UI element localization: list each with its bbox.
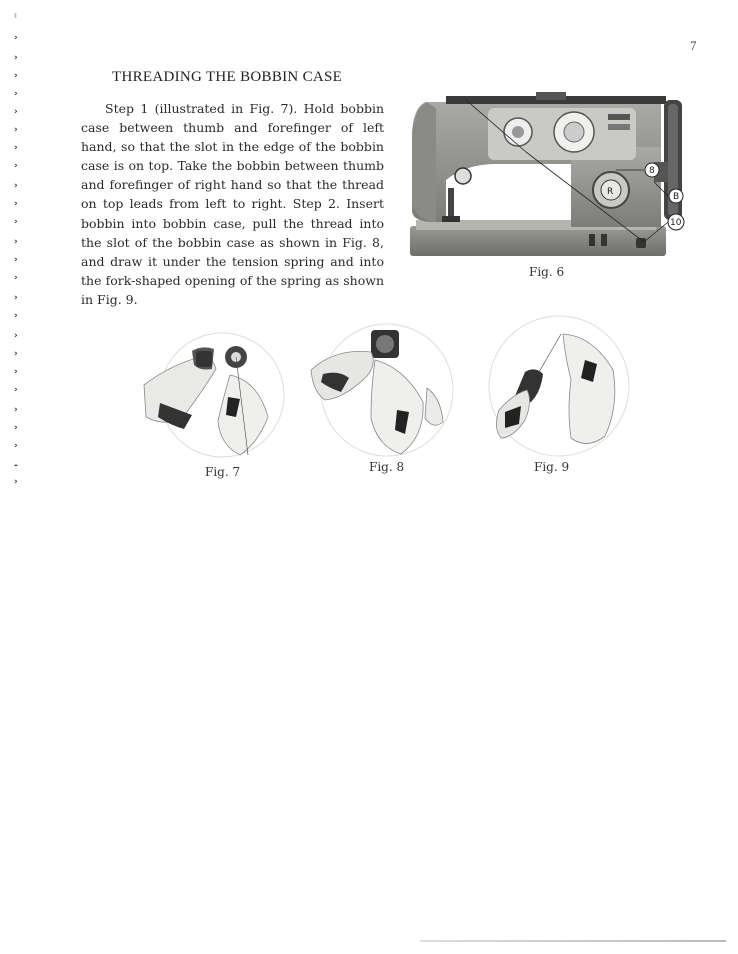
- binding-mark: ›: [14, 199, 18, 209]
- binding-mark: ›: [14, 311, 18, 321]
- section-heading: THREADING THE BOBBIN CASE: [112, 69, 343, 85]
- binding-mark: ›: [14, 125, 18, 135]
- binding-mark: ›: [14, 477, 18, 487]
- binding-mark: ›: [14, 293, 18, 303]
- figure-8-insert-bobbin: [305, 318, 465, 460]
- figure-7-caption: Fig. 7: [205, 465, 241, 479]
- figure-7-hands-bobbin: [140, 325, 300, 460]
- callout-b: B: [673, 192, 680, 202]
- binding-mark: ›: [14, 331, 18, 341]
- binding-mark: ›: [14, 53, 18, 63]
- callout-8: 8: [649, 166, 655, 176]
- binding-mark: ›: [14, 71, 18, 81]
- binding-mark: -: [14, 461, 18, 471]
- figure-9-tension-spring: [475, 310, 635, 460]
- binding-mark: ›: [14, 423, 18, 433]
- binding-mark: ›: [14, 161, 18, 171]
- binding-mark: ›: [14, 367, 18, 377]
- bottom-rule: [420, 940, 726, 942]
- binding-mark: ›: [14, 143, 18, 153]
- callout-10: 10: [670, 218, 682, 228]
- binding-mark: ›: [14, 181, 18, 191]
- figure-8-caption: Fig. 8: [369, 460, 405, 474]
- binding-mark: ›: [14, 255, 18, 265]
- binding-mark: ›: [14, 349, 18, 359]
- tension-spring-illustration: [475, 310, 635, 460]
- binding-mark: ›: [14, 385, 18, 395]
- page-number: 7: [690, 38, 697, 53]
- figure-9-caption: Fig. 9: [534, 460, 570, 474]
- binding-mark: ›: [14, 405, 18, 415]
- binding-mark: ›: [14, 441, 18, 451]
- figure-6-sewing-machine: [406, 92, 688, 264]
- binding-mark: ›: [14, 237, 18, 247]
- figure-6-caption: Fig. 6: [529, 265, 565, 279]
- binding-mark: ›: [14, 273, 18, 283]
- instruction-paragraph: Step 1 (illustrated in Fig. 7). Hold bobbin case between thumb and forefinger of left hand, so that the slot in the edge of the bobbin case is on top. Take the bobbin between thumb and forefinger of right hand so that the thread on top leads from left to right. Step 2. Insert bobbin into bobbin case, pull the thread into the slot of the bobbin case as shown in Fig. 8, and draw it under the tension spring and into the fork-shaped opening of the spring as shown in Fig. 9.: [81, 101, 384, 307]
- binding-mark: ı: [14, 11, 18, 21]
- hands-holding-bobbin-illustration: [140, 325, 300, 460]
- binding-mark: ›: [14, 33, 18, 43]
- binding-mark: ›: [14, 89, 18, 99]
- binding-mark: ›: [14, 217, 18, 227]
- inserting-bobbin-illustration: [305, 318, 465, 460]
- binding-mark: ›: [14, 107, 18, 117]
- dial-letter-r: R: [607, 187, 614, 197]
- sewing-machine-illustration: [406, 92, 688, 264]
